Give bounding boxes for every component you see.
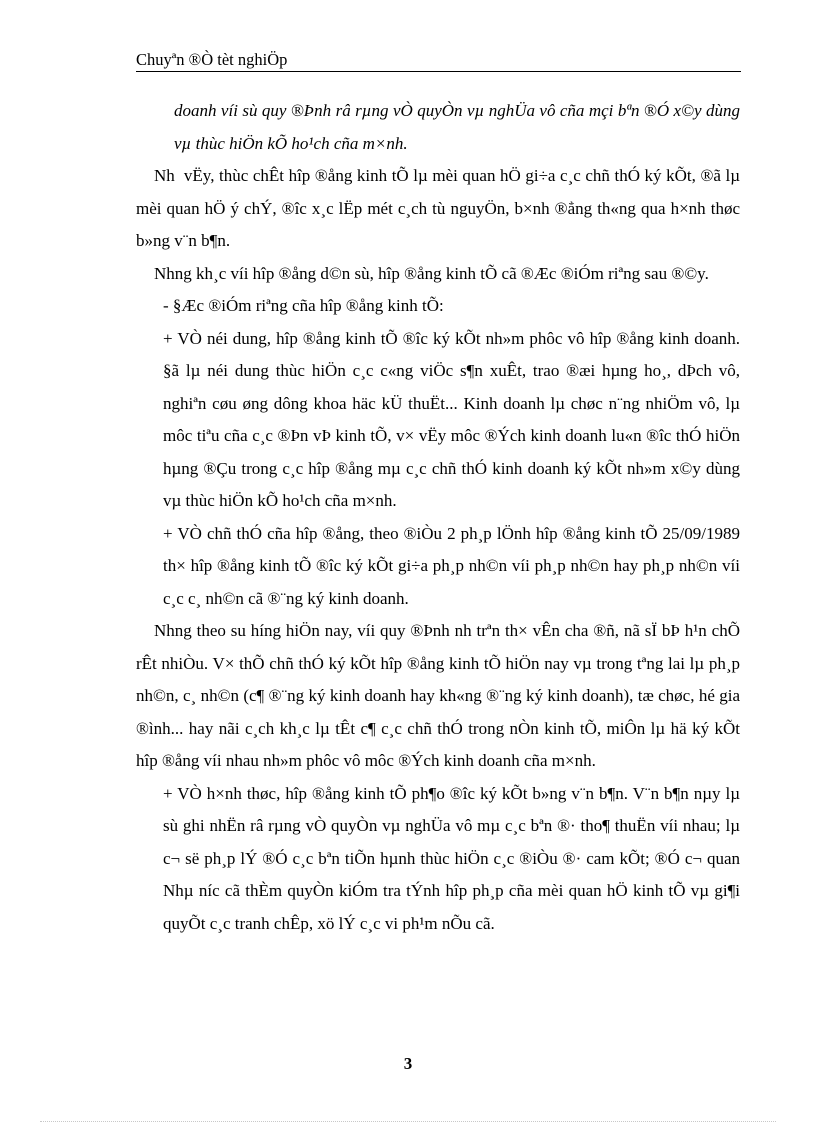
page-number: 3: [403, 1054, 413, 1073]
header-rule: [136, 71, 741, 72]
paragraph: + VÒ h×nh thøc, hîp ®ång kinh tÕ ph¶o ®îc ký kÕt b»ng v¨n b¶n. V¨n b¶n nµy lµ sù ghi nhËn râ rµng vÒ quyÒn vµ nghÜa vô mµ c¸c bªn ®· tho¶ thuËn víi nhau; lµ c¬ së ph¸p lÝ ®Ó c¸c bªn tiÕn hµnh thùc hiÖn c¸c ®iÒu ®· cam kÕt; ®Ó c¬ quan Nhµ níc cã thÈm quyÒn kiÓm tra tÝnh hîp ph¸p cña mèi quan hÖ kinh tÕ vµ gi¶i quyÕt c¸c tranh chÊp, xö lÝ c¸c vi ph¹m nÕu cã.: [163, 783, 740, 933]
paragraph: Nhng kh¸c víi hîp ®ång d©n sù, hîp ®ång kinh tÕ cã ®Æc ®iÓm riªng sau ®©y.: [154, 263, 709, 283]
running-header: Chuyªn ®Ò tèt nghiÖp: [136, 50, 288, 69]
paragraph-continuation: doanh víi sù quy ®Þnh râ rµng vÒ quyÒn vµ nghÜa vô cña mçi bªn ®Ó x©y dùng vµ thùc hiÖn kÕ ho¹ch cña m×nh.: [174, 101, 740, 153]
paragraph: + VÒ chñ thÓ cña hîp ®ång, theo ®iÒu 2 ph¸p lÖnh hîp ®ång kinh tÕ 25/09/1989 th× hîp ®ång kinh tÕ ®îc ký kÕt gi÷a ph¸p nh©n víi ph¸p nh©n hay ph¸p nh©n víi c¸c c¸ nh©n cã ®¨ng ký kinh doanh.: [163, 523, 740, 608]
section-heading: - §Æc ®iÓm riªng cña hîp ®ång kinh tÕ:: [163, 296, 444, 315]
paragraph: + VÒ néi dung, hîp ®ång kinh tÕ ®îc ký kÕt nh»m phôc vô hîp ®ång kinh doanh. §ã lµ néi dung thùc hiÖn c¸c c«ng viÖc s¶n xuÊt, trao ®æi hµng ho¸, dÞch vô, nghiªn cøu øng dông khoa häc kÜ thuËt... Kinh doanh lµ chøc n¨ng nhiÖm vô, lµ môc tiªu cña c¸c ®Þn vÞ kinh tÕ, v× vËy môc ®Ých kinh doanh lu«n ®îc thÓ hiÖn hµng ®Çu trong c¸c hîp ®ång mµ c¸c chñ thÓ kinh doanh ký kÕt nh»m x©y dùng vµ thùc hiÖn kÕ ho¹ch cña m×nh.: [163, 328, 740, 510]
body-text: [136, 95, 740, 940]
paragraph: Nh vËy, thùc chÊt hîp ®ång kinh tÕ lµ mèi quan hÖ gi÷a c¸c chñ thÓ ký kÕt, ®ã lµ mèi quan hÖ ý chÝ, ®îc x¸c lËp mét c¸ch tù nguyÖn, b×nh ®ẳng th«ng qua h×nh thøc b»ng v¨n b¶n.: [136, 166, 740, 250]
footer-rule: [40, 1121, 776, 1122]
paragraph: Nhng theo su híng hiÖn nay, víi quy ®Þnh nh trªn th× vÊn cha ®ñ, nã sÏ bÞ h¹n chÕ rÊt nhiÒu. V× thÕ chñ thÓ ký kÕt hîp ®ång kinh tÕ hiÖn nay vµ trong tªng lai lµ ph¸p nh©n, c¸ nh©n (c¶ ®¨ng ký kinh doanh hay kh«ng ®¨ng ký kinh doanh), tæ chøc, hé gia ®ình... hay nãi c¸ch kh¸c lµ tÊt c¶ c¸c chñ thÓ trong nÒn kinh tÕ, miÔn lµ hä ký kÕt hîp ®ång víi nhau nh»m phôc vô môc ®Ých kinh doanh cña m×nh.: [136, 621, 740, 770]
